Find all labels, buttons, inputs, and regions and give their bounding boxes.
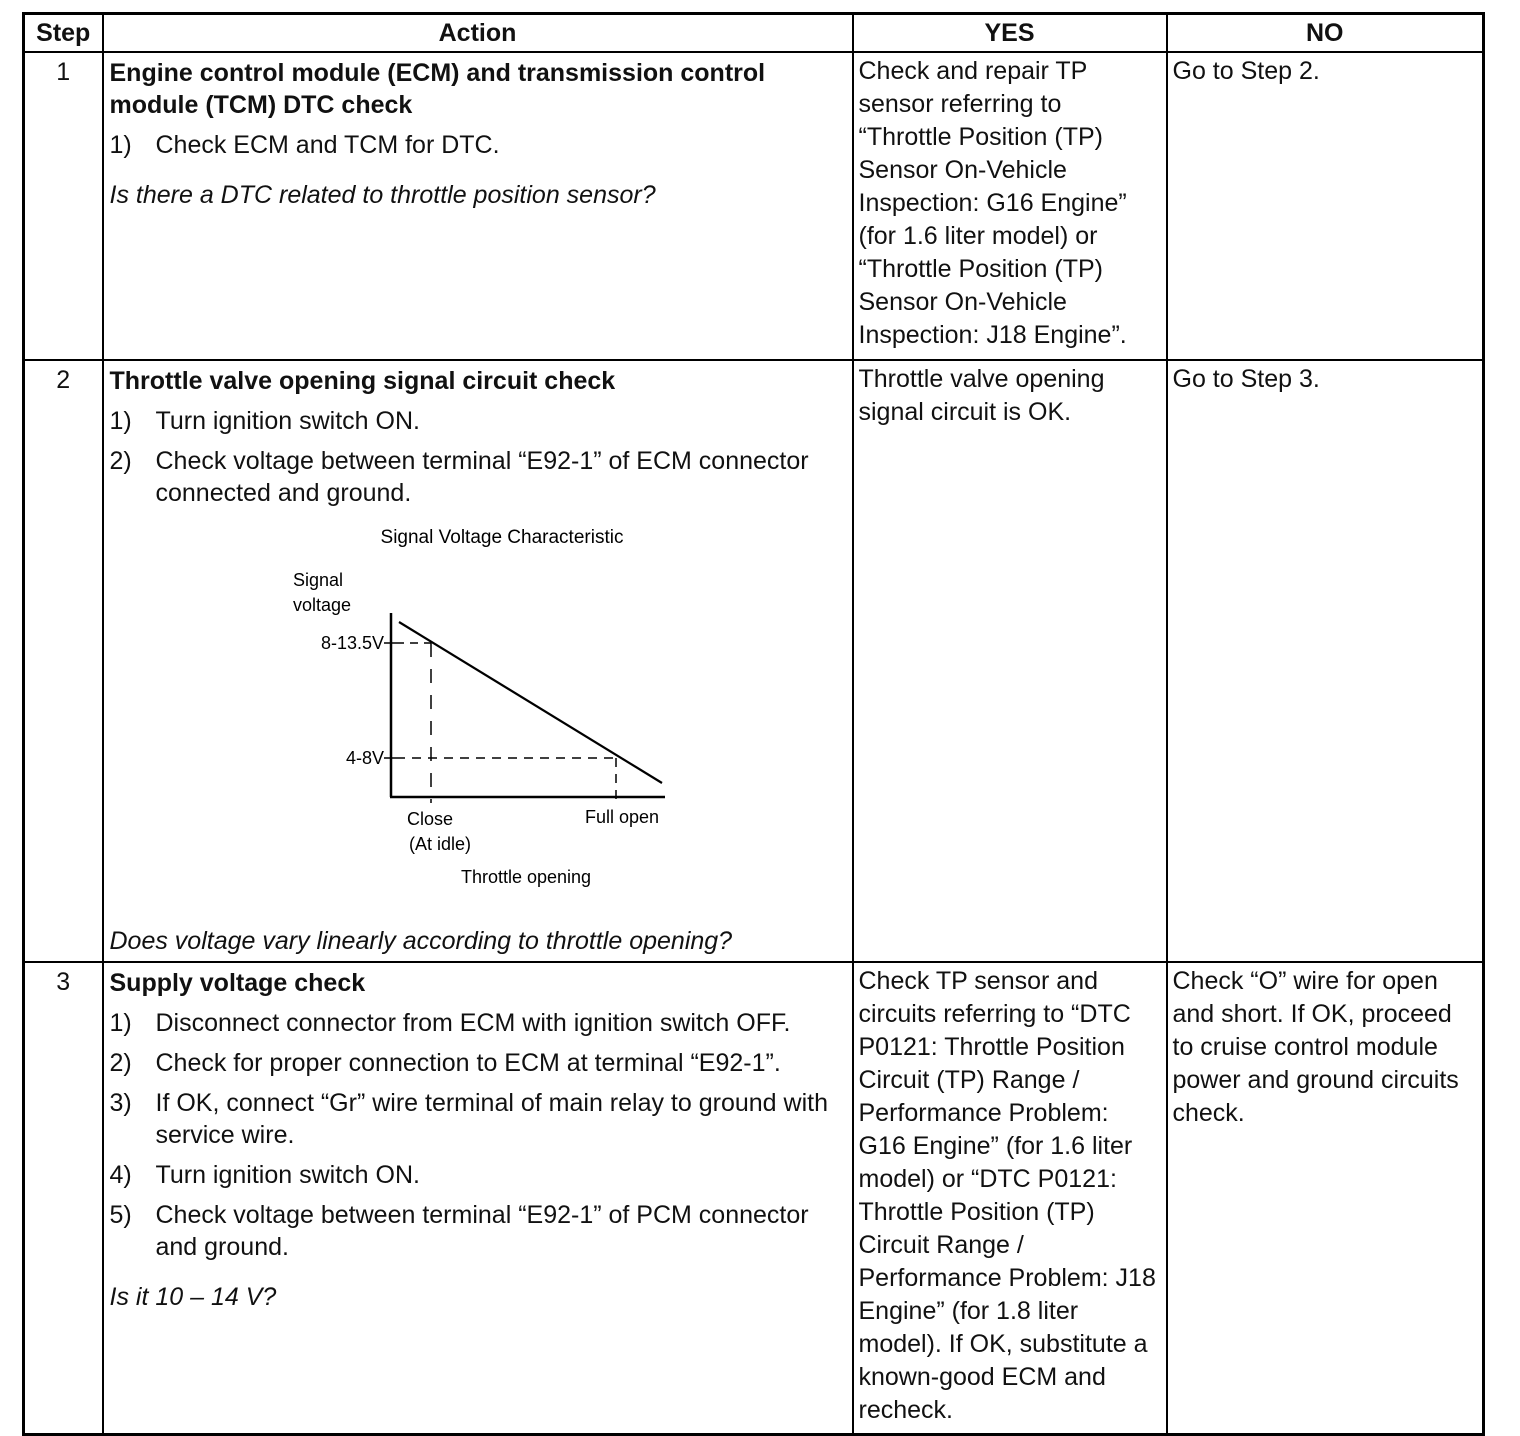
action-title: Throttle valve opening signal circuit check	[109, 367, 616, 395]
header-action: Action	[103, 14, 853, 53]
header-row	[24, 14, 1484, 53]
header-yes: YES	[853, 14, 1167, 53]
chart-x-tick-label: Full open	[584, 807, 659, 827]
action-item-text: Check voltage between terminal “E92-1” of ECM connector connected and ground.	[155, 447, 809, 507]
action-item-text: Turn ignition switch ON.	[155, 407, 420, 435]
chart-ylabel-line2: voltage	[292, 595, 351, 615]
diagnostic-table	[22, 12, 1485, 1436]
chart-x-tick-label: Close	[406, 809, 453, 829]
action-title: Engine control module (ECM) and transmission control module (TCM) DTC check	[109, 59, 766, 119]
yes-cell: Throttle valve opening signal circuit is OK.	[853, 360, 1167, 962]
table-row	[24, 52, 1484, 360]
action-item-number: 5)	[109, 1201, 132, 1229]
signal-voltage-chart	[110, 515, 846, 925]
chart-ylabel-line1: Signal	[292, 570, 343, 590]
chart-series-line	[399, 622, 662, 783]
yes-cell: Check and repair TP sensor referring to “Throttle Position (TP) Sensor On-Vehicle Inspection: G16 Engine” (for 1.6 liter model) or “Throttle Position (TP) Sensor On-Vehicle Inspection: J18 Engine”.	[853, 52, 1167, 360]
chart-y-tick-label: 8-13.5V	[320, 633, 384, 653]
action-item	[110, 1047, 846, 1079]
header-no: NO	[1167, 14, 1484, 53]
no-cell: Check “O” wire for open and short. If OK, proceed to cruise control module power and ground circuits check.	[1167, 962, 1484, 1435]
action-item-number: 1)	[109, 407, 132, 435]
step-number: 3	[24, 962, 103, 1435]
action-item-text: Turn ignition switch ON.	[155, 1161, 420, 1189]
action-cell	[103, 52, 853, 360]
action-title: Supply voltage check	[109, 969, 366, 997]
no-cell: Go to Step 2.	[1167, 52, 1484, 360]
action-item	[110, 1199, 846, 1263]
action-item-number: 3)	[109, 1089, 132, 1117]
no-cell: Go to Step 3.	[1167, 360, 1484, 962]
action-item-text: Check ECM and TCM for DTC.	[155, 131, 500, 159]
step-number: 2	[24, 360, 103, 962]
chart-y-tick-label: 4-8V	[345, 748, 384, 768]
header-step: Step	[24, 14, 103, 53]
signal-voltage-chart-svg	[110, 515, 846, 925]
action-cell	[103, 962, 853, 1435]
action-item-number: 1)	[109, 1009, 132, 1037]
action-item-text: Check for proper connection to ECM at terminal “E92-1”.	[155, 1049, 781, 1077]
action-item	[110, 405, 846, 437]
action-item	[110, 445, 846, 509]
action-question: Does voltage vary linearly according to throttle opening?	[109, 927, 733, 955]
yes-cell: Check TP sensor and circuits referring to “DTC P0121: Throttle Position Circuit (TP) Range / Performance Problem: G16 Engine” (for 1.6 liter model) or “DTC P0121: Throttle Position (TP) Circuit Range / Performance Problem: J18 Engine” (for 1.8 liter model). If OK, substitute a known-good ECM and recheck.	[853, 962, 1167, 1435]
action-item	[110, 1087, 846, 1151]
action-cell	[103, 360, 853, 962]
step-number: 1	[24, 52, 103, 360]
action-item-number: 1)	[109, 131, 132, 159]
table-row	[24, 962, 1484, 1435]
action-item	[110, 129, 846, 161]
diagnostic-table-wrapper	[22, 12, 1485, 1436]
table-row	[24, 360, 1484, 962]
chart-xlabel: Throttle opening	[460, 867, 591, 887]
action-question: Is it 10 – 14 V?	[109, 1283, 277, 1311]
action-item	[110, 1007, 846, 1039]
action-item-number: 4)	[109, 1161, 132, 1189]
chart-x-tick-sublabel: (At idle)	[408, 834, 471, 854]
action-question: Is there a DTC related to throttle position sensor?	[109, 181, 656, 209]
action-item-number: 2)	[109, 447, 132, 475]
action-item-number: 2)	[109, 1049, 132, 1077]
action-item	[110, 1159, 846, 1191]
action-item-text: If OK, connect “Gr” wire terminal of main relay to ground with service wire.	[155, 1089, 828, 1149]
action-item-text: Disconnect connector from ECM with ignition switch OFF.	[155, 1009, 791, 1037]
chart-title: Signal Voltage Characteristic	[380, 527, 623, 548]
action-item-text: Check voltage between terminal “E92-1” of PCM connector and ground.	[155, 1201, 809, 1261]
